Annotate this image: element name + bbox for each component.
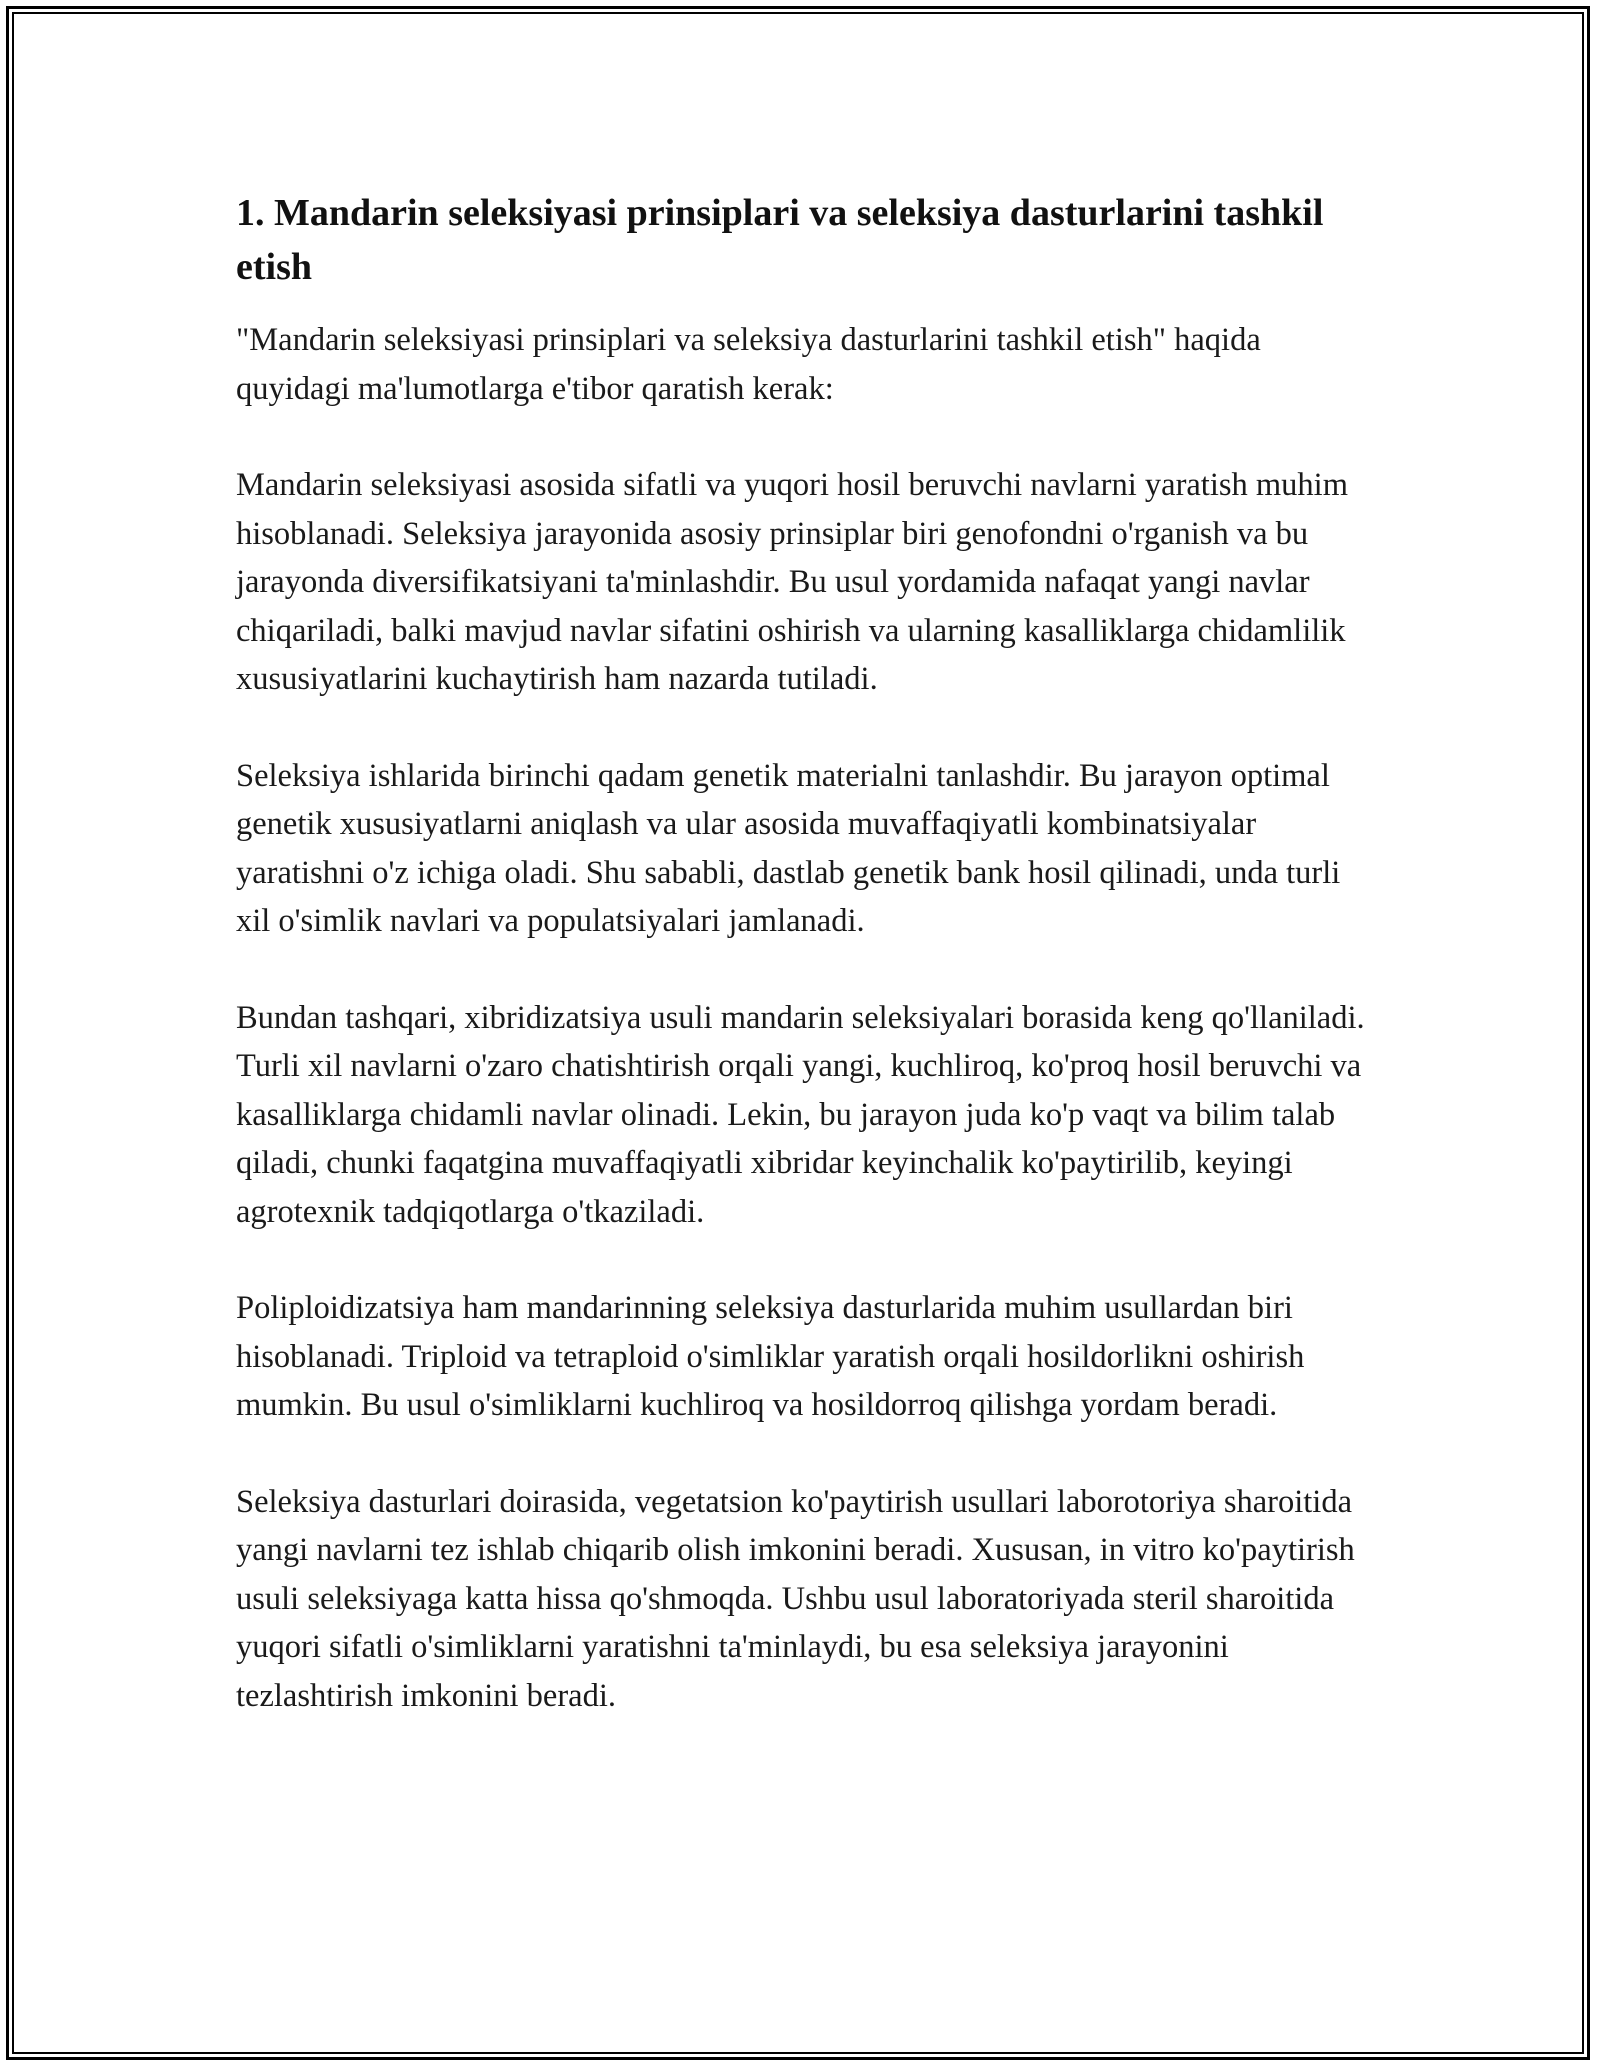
paragraph-vegetative-propagation: Seleksiya dasturlari doirasida, vegetatsion ko'paytirish usullari laborotoriya sharoitida yangi navlarni tez ishlab chiqarib olish imkonini beradi. Xususan, in vitro ko'paytirish usuli seleksiyaga katta hissa qo'shmoqda. Ushbu usul laboratoriyada steril sharoitida yuqori sifatli o'simliklarni yaratishni ta'minlaydi, bu esa seleksiya jarayonini tezlashtirish imkonini beradi. — [236, 1483, 1355, 1714]
paragraph-principles: Mandarin seleksiyasi asosida sifatli va yuqori hosil beruvchi navlarni yaratish muhim hisoblanadi. Seleksiya jarayonida asosiy prinsiplar biri genofondni o'rganish va bu jarayonda diversifikatsiyani ta'minlashdir. Bu usul yordamida nafaqat yangi navlar chiqariladi, balki mavjud navlar sifatini oshirish va ularning kasalliklarga chidamlilik xususiyatlarini kuchaytirish ham nazarda tutiladi. — [236, 467, 1348, 697]
paragraph-hybridization: Bundan tashqari, xibridizatsiya usuli mandarin seleksiyalari borasida keng qo'llaniladi. Turli xil navlarni o'zaro chatishtirish orqali yangi, kuchliroq, ko'proq hosil beruvchi va kasalliklarga chidamli navlar olinadi. Lekin, bu jarayon juda ko'p vaqt va bilim talab qiladi, chunki faqatgina muvaffaqiyatli xibridar keyinchalik ko'paytirilib, keyingi agrotexnik tadqiqotlarga o'tkaziladi. — [236, 999, 1365, 1230]
paragraph-intro: "Mandarin seleksiyasi prinsiplari va seleksiya dasturlarini tashkil etish" haqida quyidagi ma'lumotlarga e'tibor qaratish kerak: — [236, 322, 1261, 407]
paragraph-polyploidization: Poliploidizatsiya ham mandarinning seleksiya dasturlarida muhim usullardan biri hisoblanadi. Triploid va tetraploid o'simliklar yaratish orqali hosildorlikni oshirish mumkin. Bu usul o'simliklarni kuchliroq va hosildorroq qilishga yordam beradi. — [236, 1290, 1305, 1423]
paragraph-genetic-material: Seleksiya ishlarida birinchi qadam genetik materialni tanlashdir. Bu jarayon optimal genetik xususiyatlarni aniqlash va ular asosida muvaffaqiyatli kombinatsiyalar yaratishni o'z ichiga oladi. Shu sababli, dastlab genetik bank hosil qilinadi, unda turli xil o'simlik navlari va populatsiyalari jamlanadi. — [236, 757, 1341, 939]
section-title: 1. Mandarin seleksiyasi prinsiplari va seleksiya dasturlarini tashkil etish — [236, 192, 1324, 288]
document-body — [236, 186, 1371, 1768]
